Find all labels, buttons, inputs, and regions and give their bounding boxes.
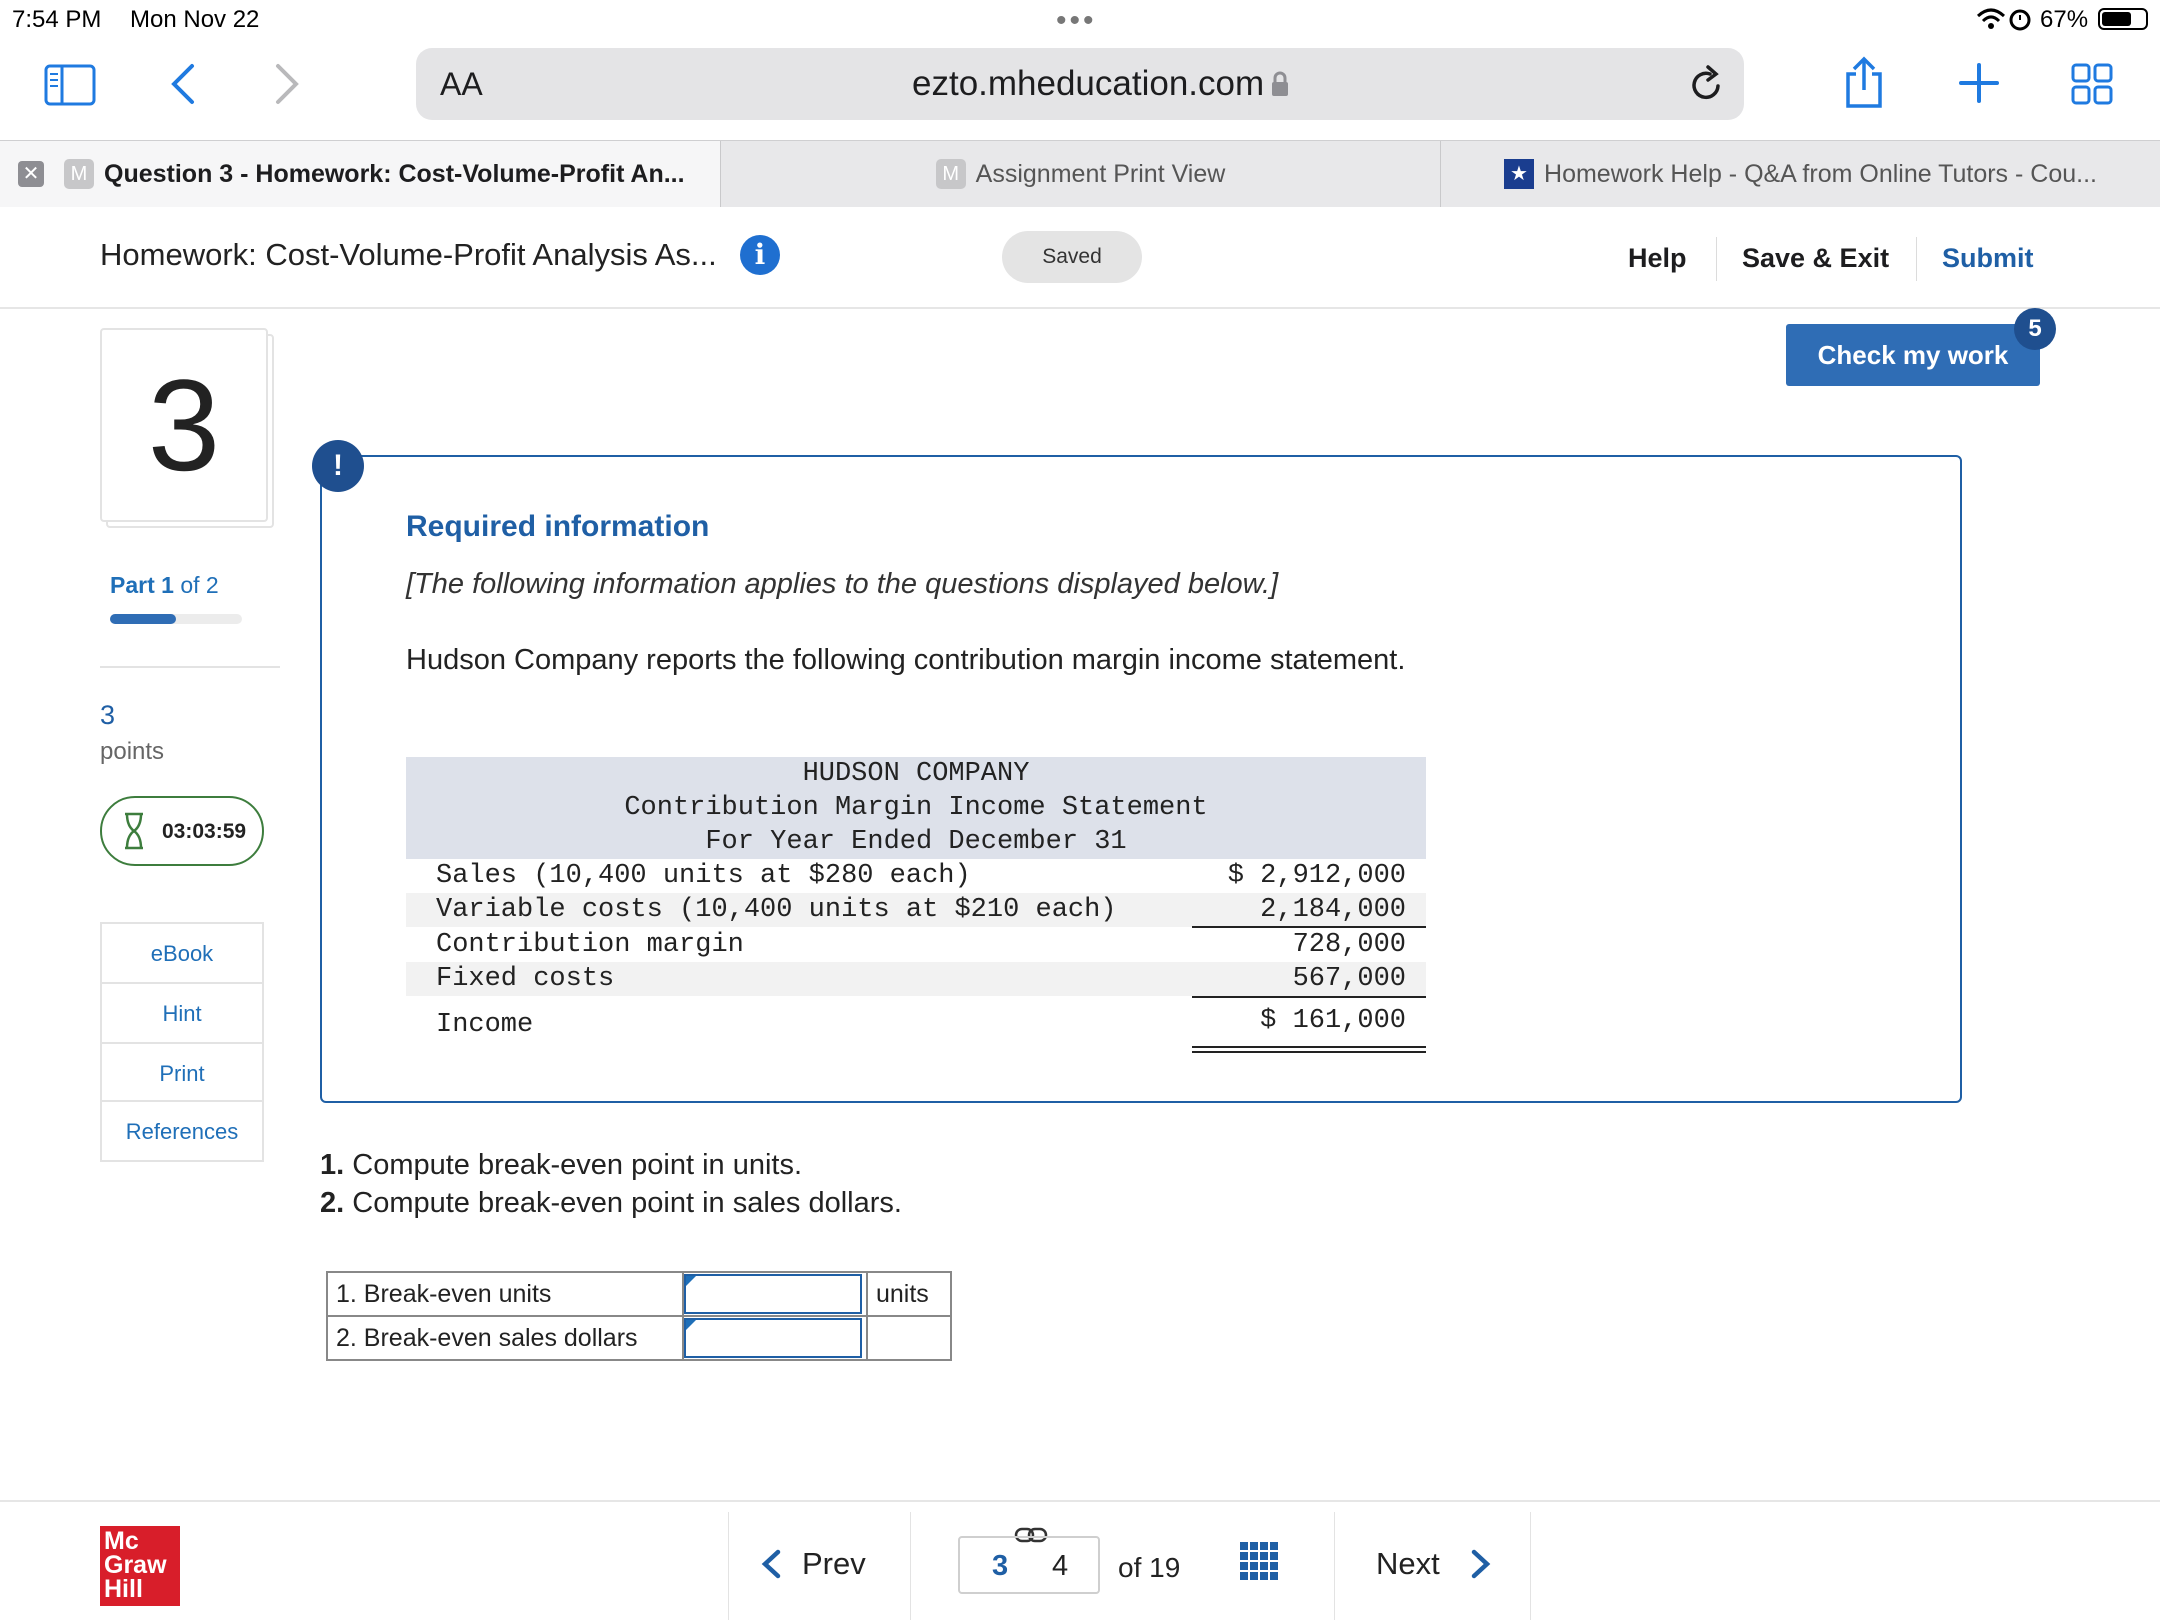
- saved-status-badge: Saved: [1002, 231, 1142, 283]
- new-tab-icon[interactable]: [1958, 62, 2000, 104]
- answer-unit: [867, 1316, 951, 1360]
- required-info-heading: Required information: [406, 510, 710, 543]
- answer-unit: units: [867, 1272, 951, 1316]
- status-date: Mon Nov 22: [130, 6, 260, 33]
- chevron-left-icon: [760, 1549, 782, 1579]
- answer-label: 1. Break-even units: [327, 1272, 683, 1316]
- question-item-1: 1. Compute break-even point in units.: [320, 1149, 803, 1181]
- mcgraw-favicon-icon: M: [64, 159, 94, 189]
- row-amount: 728,000: [1292, 930, 1406, 960]
- row-label: Fixed costs: [436, 964, 615, 994]
- break-even-sales-dollars-input[interactable]: [684, 1318, 862, 1358]
- tab-label: Assignment Print View: [975, 159, 1226, 188]
- multitask-dots-icon[interactable]: •••: [1056, 4, 1097, 37]
- points-label: points: [100, 738, 165, 765]
- row-amount: 2,184,000: [1260, 895, 1406, 925]
- part-progress-fill: [110, 614, 176, 624]
- alarm-icon: [2008, 6, 2032, 32]
- info-note: [The following information applies to the questions displayed below.]: [406, 568, 1279, 600]
- tab-label: Homework Help - Q&A from Online Tutors - Cou...: [1544, 159, 2097, 188]
- status-bar: [0, 0, 2160, 40]
- statement-row-income: [406, 1004, 1426, 1048]
- tab-bar: [0, 140, 2160, 208]
- info-icon[interactable]: i: [740, 235, 780, 275]
- statement-header: [406, 757, 1426, 859]
- address-bar[interactable]: [416, 48, 1744, 120]
- star-favicon-icon: ★: [1504, 159, 1534, 189]
- answer-row-units: [327, 1272, 951, 1316]
- alert-icon: !: [312, 440, 364, 492]
- save-exit-link[interactable]: Save & Exit: [1742, 243, 1890, 273]
- page-current[interactable]: 3: [992, 1550, 1009, 1582]
- url-text[interactable]: ezto.mheducation.com: [912, 64, 1265, 103]
- break-even-units-input[interactable]: [684, 1274, 862, 1314]
- reload-icon[interactable]: [1688, 64, 1726, 104]
- part-word: Part: [110, 572, 155, 598]
- next-button[interactable]: Next: [1376, 1546, 1492, 1582]
- app-header: [0, 207, 2160, 309]
- flag-icon: [686, 1320, 696, 1330]
- statement-company: HUDSON COMPANY: [802, 759, 1030, 789]
- forward-icon[interactable]: [274, 62, 302, 106]
- statement-row-contribution-margin: [406, 928, 1426, 962]
- tab-label: Question 3 - Homework: Cost-Volume-Profit An...: [104, 159, 685, 188]
- check-attempts-badge: 5: [2014, 308, 2056, 350]
- mcgraw-favicon-icon: M: [936, 159, 966, 189]
- statement-period: For Year Ended December 31: [705, 827, 1127, 857]
- page-selector[interactable]: [958, 1536, 1100, 1594]
- ebook-button[interactable]: eBook: [100, 922, 264, 984]
- references-button[interactable]: References: [100, 1100, 264, 1162]
- row-label: Variable costs (10,400 units at $210 each): [436, 895, 1117, 925]
- hourglass-icon: [122, 812, 146, 850]
- question-number-card: 3: [100, 328, 268, 522]
- row-amount: $ 2,912,000: [1227, 861, 1406, 891]
- close-tab-icon[interactable]: ✕: [18, 161, 44, 187]
- wifi-icon: [1976, 8, 2006, 30]
- footer-nav: [0, 1500, 2160, 1622]
- statement-row-sales: [406, 859, 1426, 893]
- timer-badge: [100, 796, 264, 866]
- flag-icon: [686, 1276, 696, 1286]
- row-label: Sales (10,400 units at $280 each): [436, 861, 971, 891]
- part-total: of 2: [180, 572, 219, 598]
- row-label: Contribution margin: [436, 930, 744, 960]
- tab-question-3[interactable]: [0, 141, 720, 207]
- page-next[interactable]: 4: [1052, 1550, 1069, 1582]
- tab-homework-help[interactable]: [1440, 141, 2160, 207]
- answer-table: [326, 1271, 952, 1361]
- grid-view-icon[interactable]: [1240, 1542, 1278, 1580]
- statement-row-variable-costs: [406, 893, 1426, 927]
- text-size-button[interactable]: AA: [440, 66, 483, 102]
- timer-value: 03:03:59: [162, 820, 247, 843]
- status-time: 7:54 PM: [12, 6, 102, 33]
- page-total: of 19: [1118, 1552, 1181, 1583]
- mcgraw-hill-logo: Mc Graw Hill: [100, 1526, 180, 1606]
- row-label: Income: [436, 1010, 534, 1040]
- prev-button[interactable]: Prev: [760, 1546, 866, 1582]
- answer-label: 2. Break-even sales dollars: [327, 1316, 683, 1360]
- part-progress-bar: [110, 614, 242, 624]
- battery-icon: [2098, 8, 2148, 30]
- statement-row-fixed-costs: [406, 962, 1426, 996]
- hint-button[interactable]: Hint: [100, 982, 264, 1044]
- battery-percent: 67%: [2040, 6, 2089, 33]
- tab-overview-icon[interactable]: [2070, 62, 2114, 106]
- points-value: 3: [100, 700, 116, 730]
- answer-row-sales-dollars: [327, 1316, 951, 1360]
- submit-link[interactable]: Submit: [1942, 243, 2034, 273]
- row-amount: 567,000: [1292, 964, 1406, 994]
- back-icon[interactable]: [168, 62, 196, 106]
- part-number: 1: [161, 572, 174, 598]
- share-icon[interactable]: [1842, 56, 1886, 110]
- assignment-title: Homework: Cost-Volume-Profit Analysis As...: [100, 237, 717, 272]
- help-link[interactable]: Help: [1628, 243, 1687, 273]
- info-intro: Hudson Company reports the following contribution margin income statement.: [406, 644, 1406, 676]
- chevron-right-icon: [1470, 1549, 1492, 1579]
- print-button[interactable]: Print: [100, 1042, 264, 1104]
- question-list: [320, 1146, 902, 1222]
- lock-icon: [1270, 70, 1290, 98]
- row-amount: $ 161,000: [1260, 1006, 1406, 1036]
- question-item-2: 2. Compute break-even point in sales dollars.: [320, 1187, 902, 1219]
- part-indicator: [110, 572, 219, 599]
- sidebar-toggle-icon[interactable]: [44, 64, 96, 106]
- check-my-work-button[interactable]: Check my work: [1786, 324, 2040, 386]
- tab-assignment-print-view[interactable]: [720, 141, 1440, 207]
- statement-title: Contribution Margin Income Statement: [624, 793, 1208, 823]
